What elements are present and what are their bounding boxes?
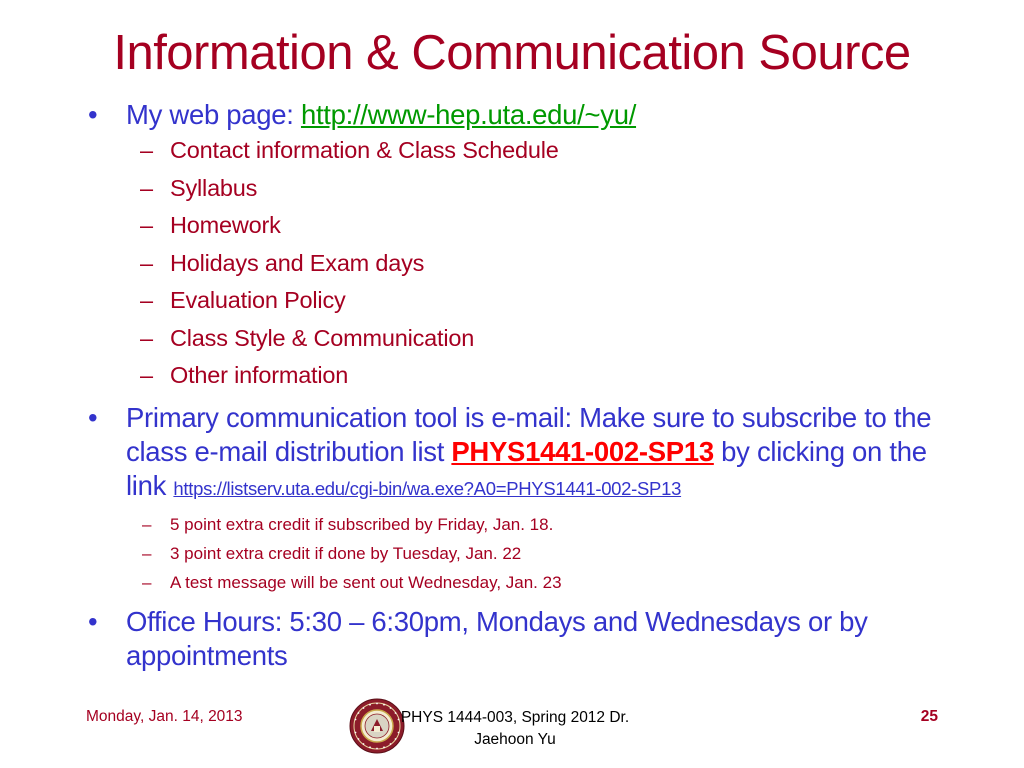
email-item xyxy=(88,568,948,597)
footer-course-line1: PHYS 1444-003, Spring 2012 Dr. xyxy=(400,709,630,726)
bullet-icon: • xyxy=(88,401,98,433)
dash-icon: – xyxy=(140,212,153,238)
email-item xyxy=(88,539,948,568)
mailing-list-name: PHYS1441-002-SP13 xyxy=(451,435,714,467)
footer-course-line2: Jaehoon Yu xyxy=(474,731,556,748)
dash-icon: – xyxy=(142,514,152,534)
web-item-text: Holidays and Exam days xyxy=(170,249,425,276)
web-item-text: Homework xyxy=(170,212,281,238)
web-item xyxy=(88,320,948,358)
dash-icon: – xyxy=(140,174,153,201)
email-item-text: 3 point extra credit if done by Tuesday, Jan. 22 xyxy=(170,543,522,563)
email-item-text: A test message will be sent out Wednesday, Jan. 23 xyxy=(170,572,562,592)
dash-icon: – xyxy=(142,572,152,592)
dash-icon: – xyxy=(140,287,153,313)
email-text-before: Primary communication tool is e-mail: Make sure to subscribe to the class e-mail distribution list xyxy=(126,401,932,467)
web-item-text: Contact information & Class Schedule xyxy=(170,137,559,163)
web-item xyxy=(88,170,948,208)
email-item-text: 5 point extra credit if subscribed by Friday, Jan. 18. xyxy=(170,514,554,534)
dash-icon: – xyxy=(140,362,153,388)
email-bullet xyxy=(88,401,948,506)
web-item xyxy=(88,207,948,245)
email-item xyxy=(88,510,948,539)
dash-icon: – xyxy=(140,249,153,276)
office-hours-bullet xyxy=(88,605,948,673)
web-item-text: Other information xyxy=(170,362,349,388)
web-page-bullet xyxy=(88,98,948,132)
email-text-middle: by clicking on the link xyxy=(126,435,927,501)
dash-icon: – xyxy=(142,543,152,563)
web-item xyxy=(88,357,948,395)
web-page-link[interactable]: http://www-hep.uta.edu/~yu/ xyxy=(300,99,637,130)
page-number: 25 xyxy=(920,708,938,725)
bullet-icon: • xyxy=(88,99,98,130)
footer-course xyxy=(395,707,635,751)
listserv-link[interactable]: https://listserv.uta.edu/cgi-bin/wa.exe?A0=PHYS1441-002-SP13 xyxy=(173,477,682,499)
web-item xyxy=(88,282,948,320)
web-item-text: Syllabus xyxy=(170,174,258,201)
web-item-text: Evaluation Policy xyxy=(170,287,346,313)
web-item-text: Class Style & Communication xyxy=(170,324,475,351)
web-item xyxy=(88,245,948,283)
footer-date: Monday, Jan. 14, 2013 xyxy=(86,708,243,725)
office-hours-text: Office Hours: 5:30 – 6:30pm, Mondays and Wednesdays or by appointments xyxy=(126,605,868,671)
slide-content xyxy=(88,98,948,673)
dash-icon: – xyxy=(140,137,153,163)
web-item xyxy=(88,132,948,170)
web-page-label: My web page: xyxy=(126,99,301,130)
bullet-icon: • xyxy=(88,605,98,637)
slide-title: Information & Communication Source xyxy=(113,26,911,80)
dash-icon: – xyxy=(140,324,153,351)
